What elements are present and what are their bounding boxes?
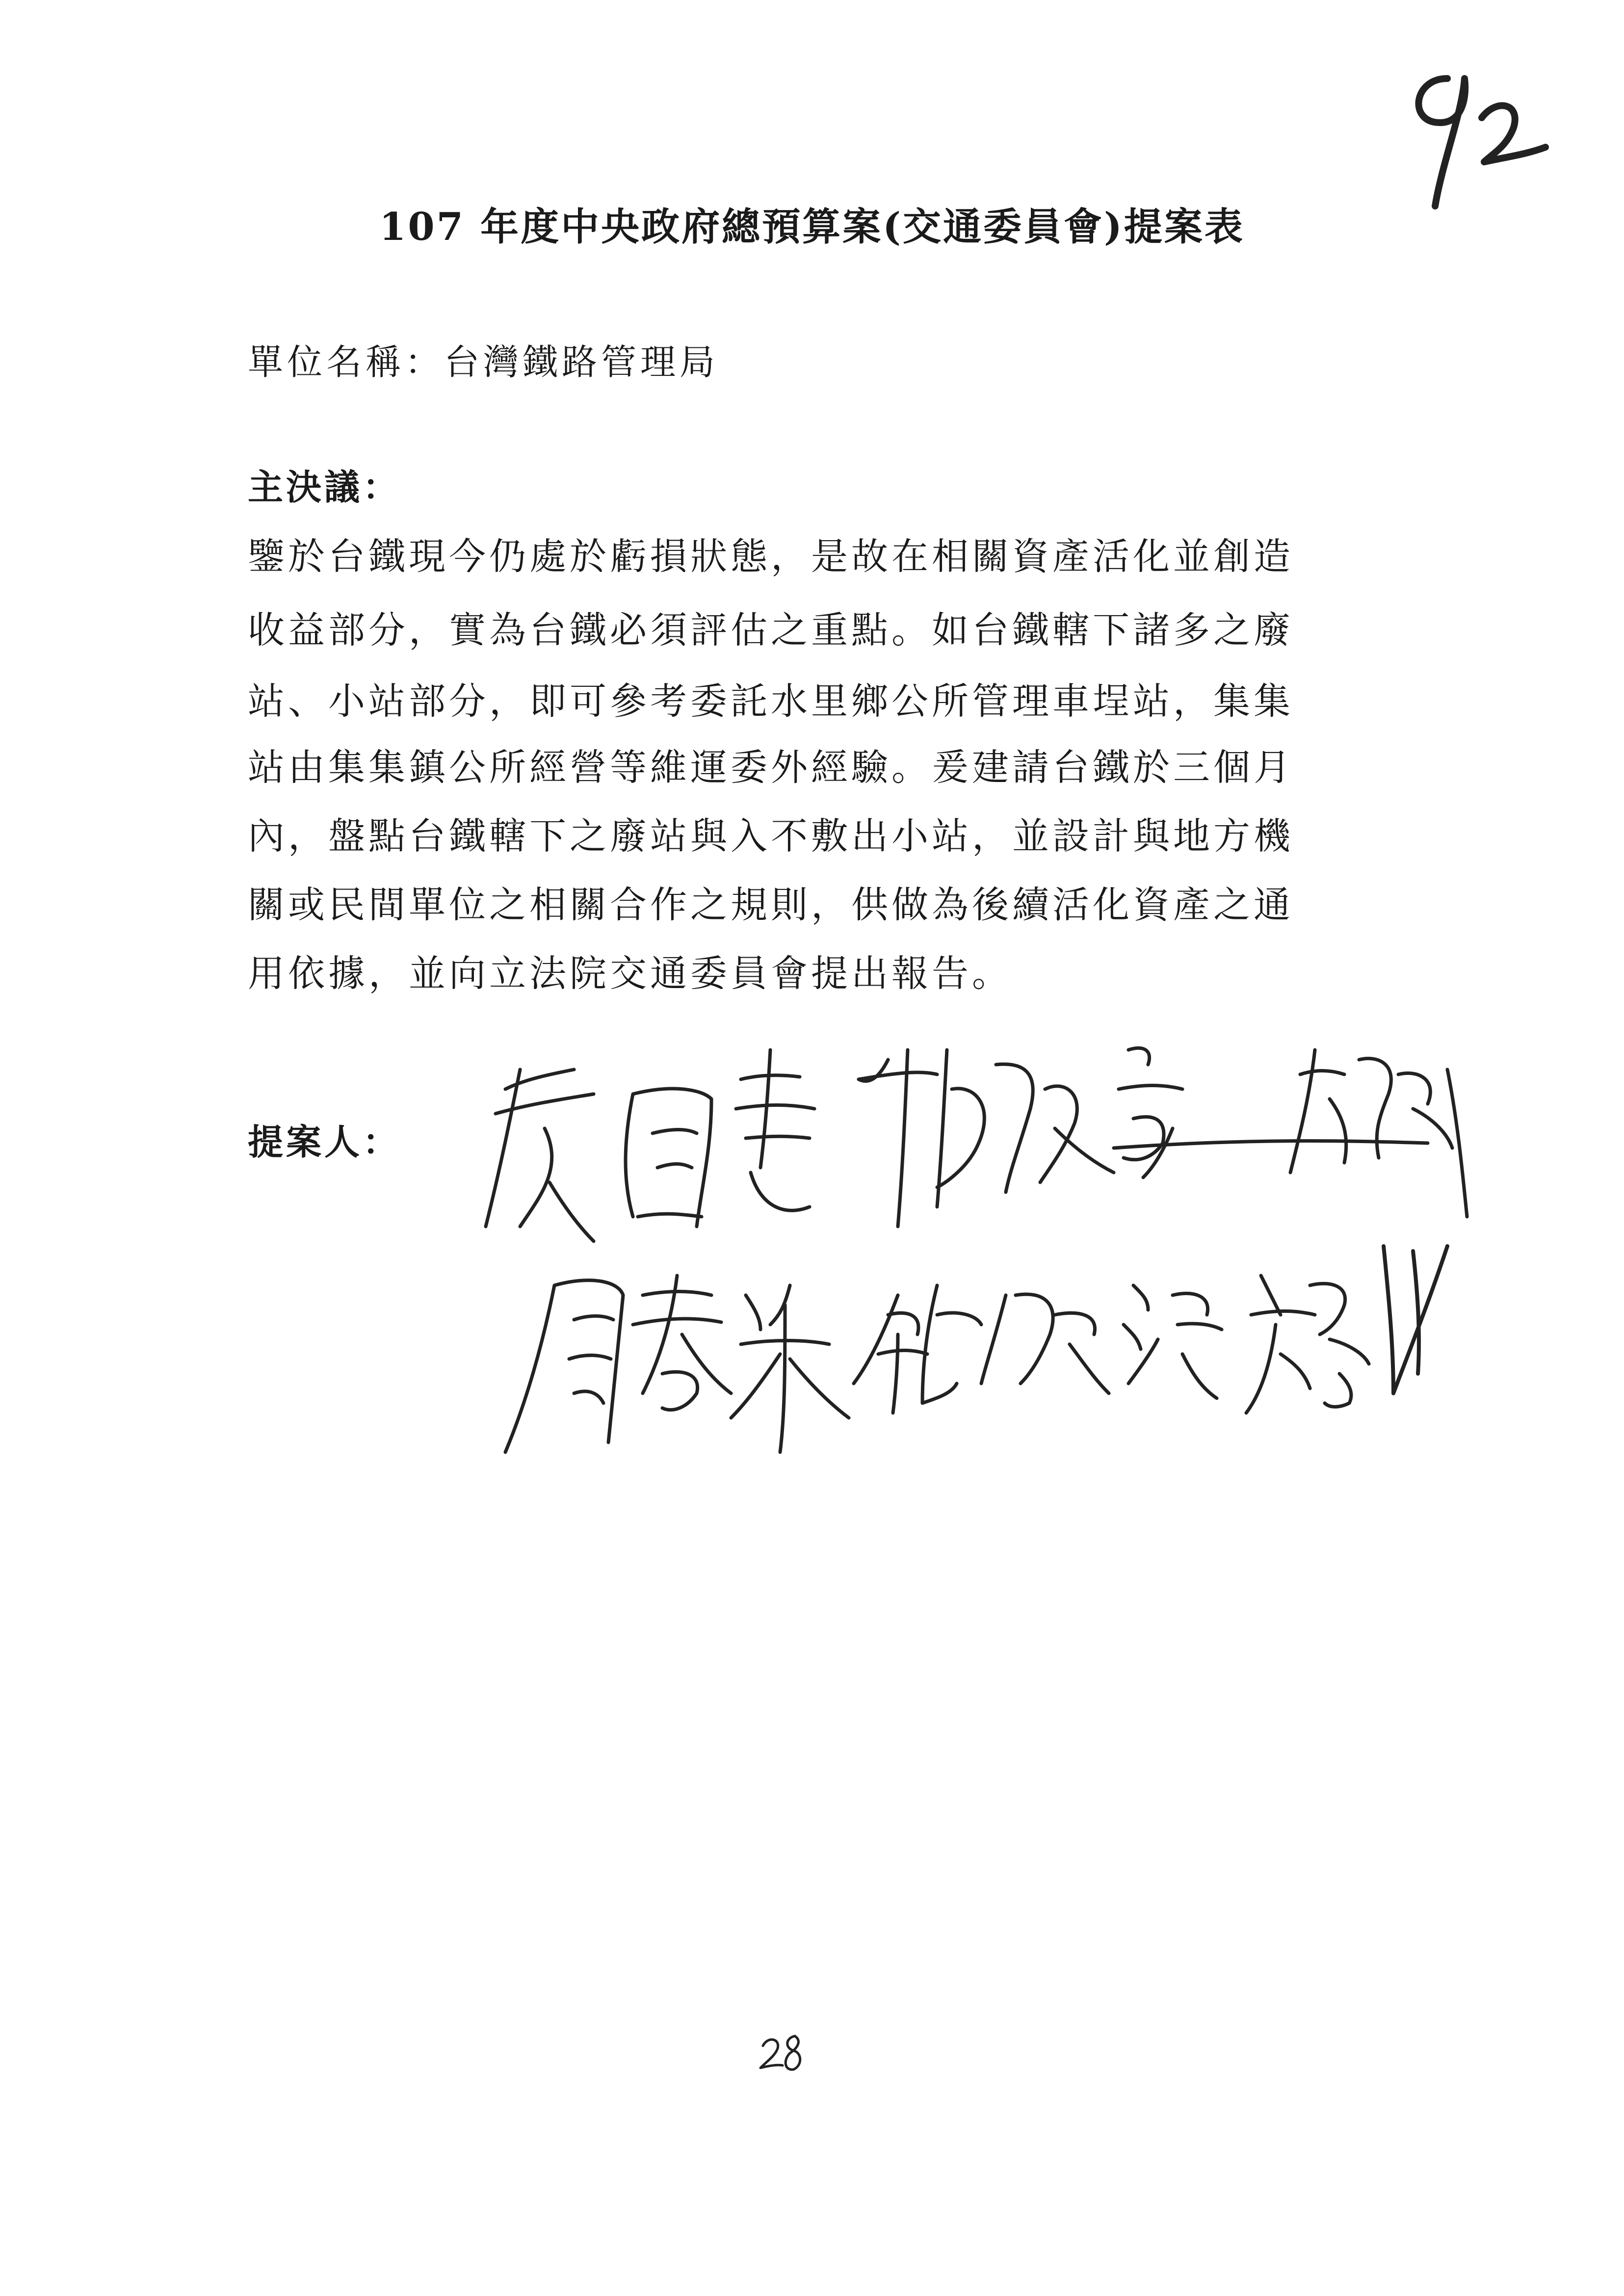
signature (486, 1050, 814, 1241)
resolution-line: 鑒於台鐵現今仍處於虧損狀態，是故在相關資產活化並創造 (248, 535, 1294, 578)
signature (1290, 1050, 1467, 1217)
resolution-line: 關或民間單位之相關合作之規則，供做為後續活化資產之通 (248, 883, 1294, 926)
signature (505, 1276, 849, 1452)
resolution-line: 用依據，並向立法院交通委員會提出報告。 (248, 952, 1013, 995)
resolution-line: 收益部分，實為台鐵必須評估之重點。如台鐵轄下諸多之廢 (248, 608, 1294, 652)
signature (854, 1285, 1222, 1413)
signatures (466, 1020, 1521, 1487)
handwritten-page-mark (1393, 59, 1555, 216)
unit-name-line: 單位名稱：台灣鐵路管理局 (248, 341, 719, 383)
resolution-line: 站、小站部分，即可參考委託水里鄉公所管理車埕站，集集 (248, 679, 1294, 723)
handwritten-page-number (756, 2026, 810, 2080)
signature (1246, 1246, 1447, 1413)
resolution-heading: 主決議： (248, 466, 401, 508)
resolution-line: 站由集集鎮公所經營等維運委外經驗。爰建請台鐵於三個月 (248, 746, 1294, 789)
resolution-line: 內，盤點台鐵轄下之廢站與入不敷出小站，並設計與地方機 (248, 814, 1294, 858)
proposer-label: 提案人： (248, 1121, 401, 1163)
document-title: 107 年度中央政府總預算案(交通委員會)提案表 (379, 205, 1245, 249)
